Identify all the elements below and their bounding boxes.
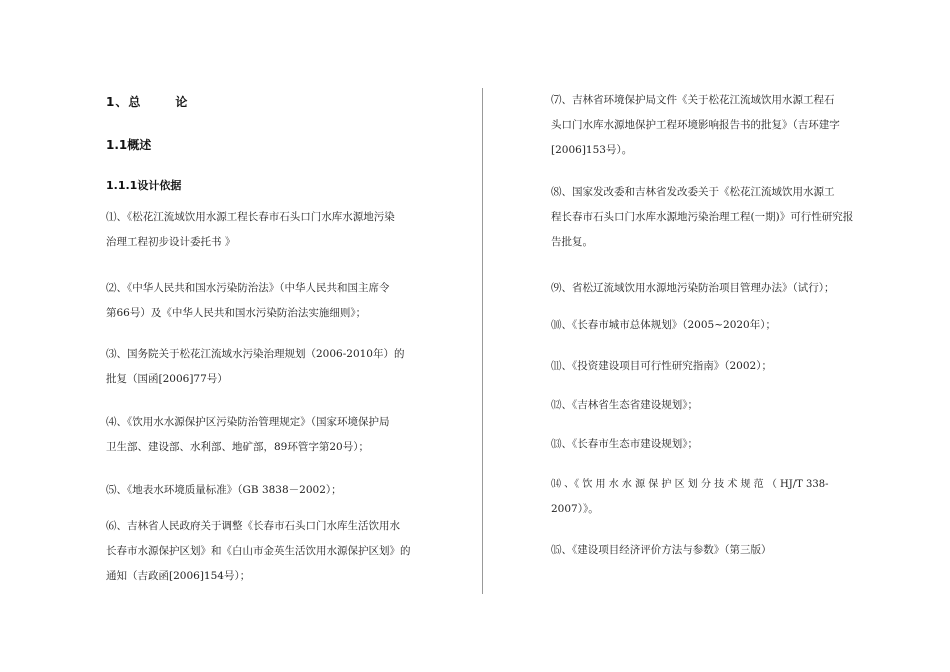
reference-line: ⑿、《吉林省生态省建设规划》；: [551, 399, 698, 411]
reference-line: 第66号）及《中华人民共和国水污染防治法实施细则》；: [106, 307, 367, 319]
heading-number: 1、总: [106, 95, 142, 109]
reference-line: ⑷、《饮用水水源保护区污染防治管理规定》（国家环境保护局: [106, 416, 390, 428]
reference-item-6: [106, 514, 411, 589]
reference-line: 程长春市石头口门水库水源地污染治理工程(一期)》可行性研究报: [551, 211, 854, 223]
reference-line: ⑴、《松花江流域饮用水源工程长春市石头口门水库水源地污染: [106, 211, 395, 223]
reference-line: ⑼、省松辽流域饮用水源地污染防治项目管理办法》（试行）；: [551, 282, 835, 294]
reference-line: ⑾、《投资建设项目可行性研究指南》（2002）；: [551, 360, 772, 372]
reference-line: ⒀、《长春市生态市建设规划》；: [551, 438, 698, 450]
reference-item-8: [551, 180, 853, 255]
reference-item-2: [106, 276, 390, 326]
reference-item-14: [551, 472, 828, 522]
reference-item-12: [551, 393, 698, 418]
heading-section-1-1-1: 1.1.1设计依据: [106, 179, 182, 192]
reference-line: 批复（国函[2006]77号）: [106, 373, 228, 385]
reference-item-11: [551, 354, 772, 379]
column-divider: [482, 88, 483, 594]
reference-line: ⑸、《地表水环境质量标准》（GB 3838－2002）；: [106, 484, 342, 496]
reference-item-10: [551, 313, 776, 338]
reference-item-7: [551, 88, 840, 163]
reference-line: ⒁ 、《 饮 用 水 水 源 保 护 区 划 分 技 术 规 范 （ HJ/T 338-: [551, 479, 829, 490]
reference-line: 卫生部、建设部、水利部、地矿部，89环管字第20号）；: [106, 441, 369, 453]
reference-line: ⑶、国务院关于松花江流域水污染治理规划（2006-2010年）的: [106, 348, 405, 360]
reference-line: ⑽、《长春市城市总体规划》（2005~2020年）；: [551, 319, 776, 331]
reference-item-13: [551, 432, 698, 457]
reference-line: ⑻、国家发改委和吉林省发改委关于《松花江流域饮用水源工: [551, 186, 835, 198]
reference-line: 2007）》。: [551, 503, 599, 515]
reference-item-9: [551, 276, 835, 301]
reference-line: ⑹、吉林省人民政府关于调整《长春市石头口门水库生活饮用水: [106, 520, 400, 532]
reference-line: 告批复。: [551, 236, 593, 248]
heading-section-1: [106, 93, 188, 110]
heading-section-1-1: 1.1概述: [106, 138, 152, 152]
reference-line: 治理工程初步设计委托书 》: [106, 236, 236, 248]
reference-line: 长春市水源保护区划》和《白山市金英生活饮用水源保护区划》的: [106, 545, 411, 557]
reference-line: 头口门水库水源地保护工程环境影响报告书的批复》（吉环建字: [551, 119, 840, 131]
reference-line: ⑵、《中华人民共和国水污染防治法》（中华人民共和国主席令: [106, 282, 390, 294]
reference-line: ⑺、吉林省环境保护局文件《关于松花江流域饮用水源工程石: [551, 94, 835, 106]
reference-item-5: [106, 478, 342, 503]
reference-item-4: [106, 410, 390, 460]
reference-line: 通知（吉政函[2006]154号）；: [106, 570, 251, 582]
reference-item-15: [551, 538, 772, 563]
reference-item-3: [106, 342, 405, 392]
reference-line: ⒂、《建设项目经济评价方法与参数》（第三版）: [551, 544, 772, 556]
heading-title: 论: [175, 95, 189, 109]
reference-line: [2006]153号）。: [551, 144, 633, 156]
reference-item-1: [106, 205, 395, 255]
